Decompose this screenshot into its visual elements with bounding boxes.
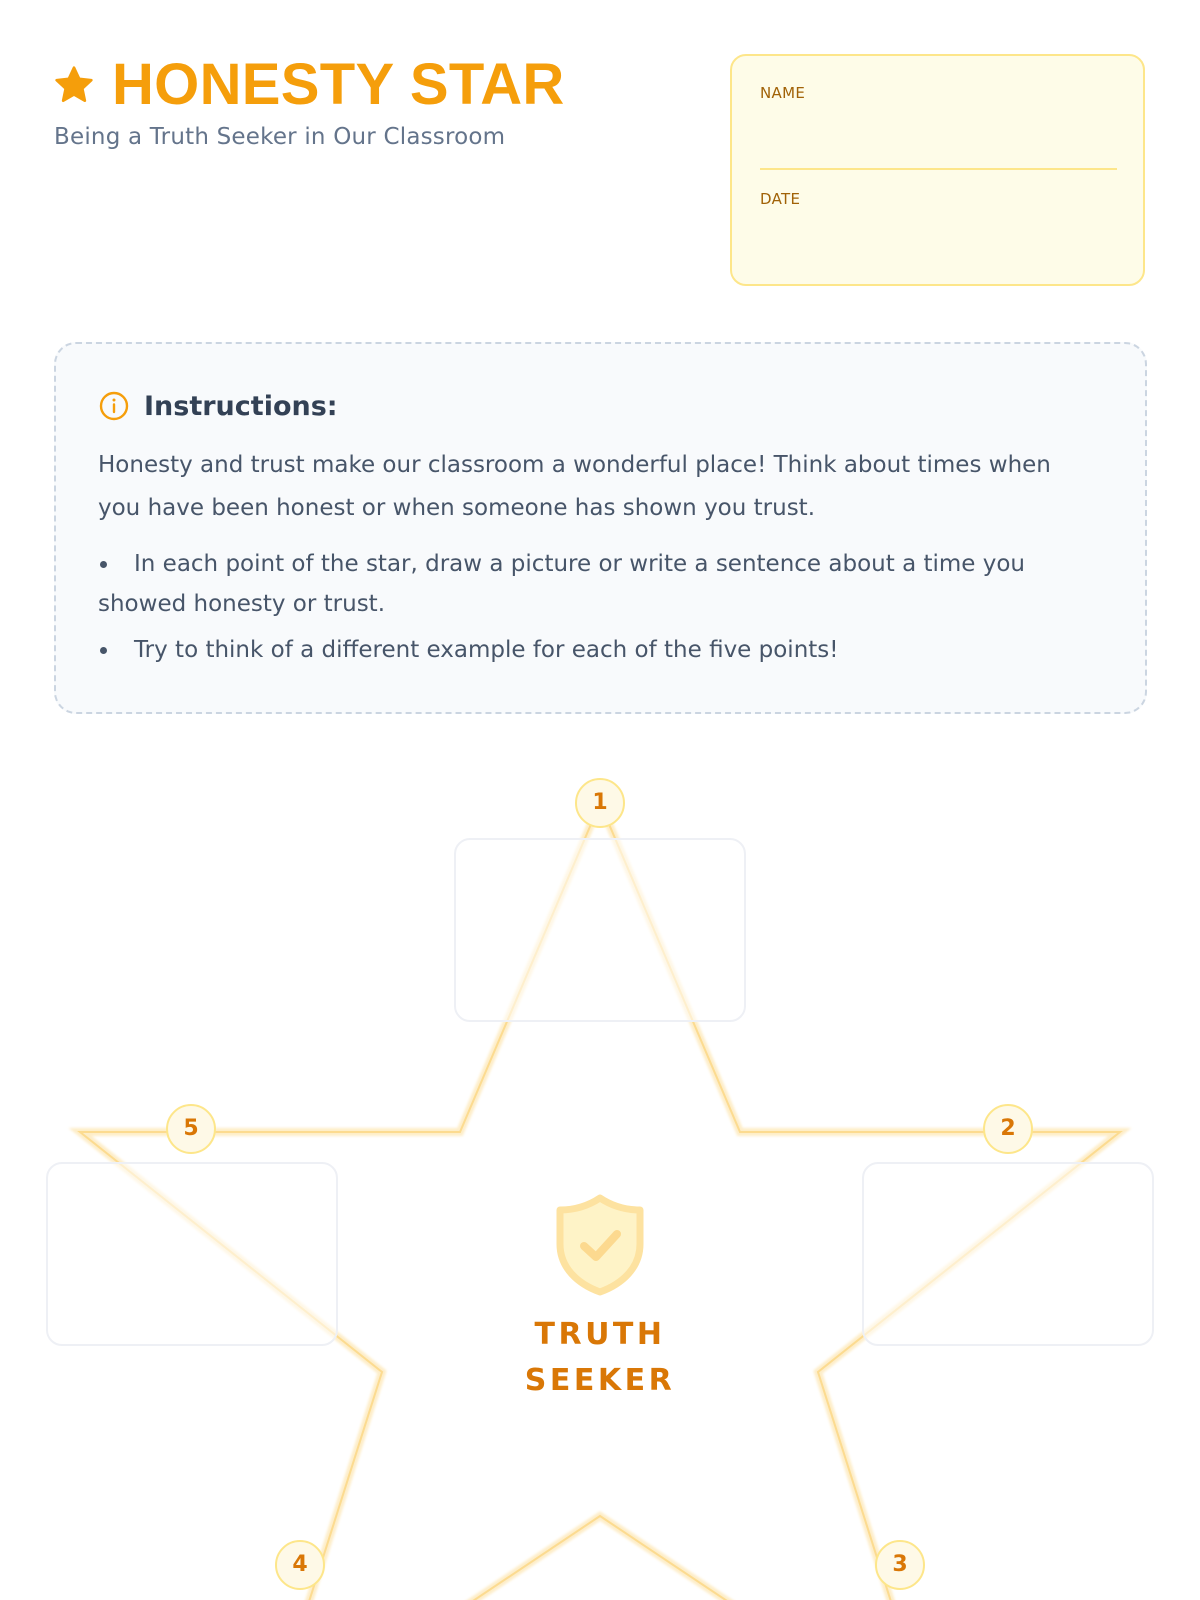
page-title: HONESTY STAR <box>112 52 565 117</box>
list-item: In each point of the star, draw a picture or write a sentence about a time you showed honesty or trust. <box>98 544 1098 624</box>
name-divider <box>760 168 1117 170</box>
instructions-title: Instructions: <box>144 390 338 422</box>
center-label-line-1: TRUTH <box>534 1317 666 1352</box>
center-label <box>450 1312 750 1404</box>
center-label-line-2: SEEKER <box>524 1363 676 1398</box>
name-date-card <box>730 54 1145 286</box>
instructions-list <box>98 544 1098 676</box>
list-item: Try to think of a different example for each of the five points! <box>98 630 1098 670</box>
instructions-heading <box>98 390 338 422</box>
name-field[interactable] <box>760 114 1117 154</box>
info-circle-icon <box>98 390 130 422</box>
page-subtitle: Being a Truth Seeker in Our Classroom <box>54 124 506 150</box>
point-number-badge: 1 <box>575 778 625 828</box>
point-number-badge: 5 <box>166 1104 216 1154</box>
point-number-badge: 4 <box>275 1540 325 1590</box>
star-icon <box>54 65 94 105</box>
shield-check-icon <box>552 1192 648 1296</box>
date-label: DATE <box>760 190 801 208</box>
title-row <box>54 52 565 118</box>
star-point-box-5[interactable] <box>46 1162 338 1346</box>
instructions-intro: Honesty and trust make our classroom a wonderful place! Think about times when you have been honest or when someone has shown you trust. <box>98 452 1051 521</box>
star-point-box-2[interactable] <box>862 1162 1154 1346</box>
date-field[interactable] <box>760 220 1117 260</box>
point-number-badge: 3 <box>875 1540 925 1590</box>
point-number-badge: 2 <box>983 1104 1033 1154</box>
instructions-panel <box>54 342 1147 714</box>
star-point-box-1[interactable] <box>454 838 746 1022</box>
name-label: NAME <box>760 84 806 102</box>
